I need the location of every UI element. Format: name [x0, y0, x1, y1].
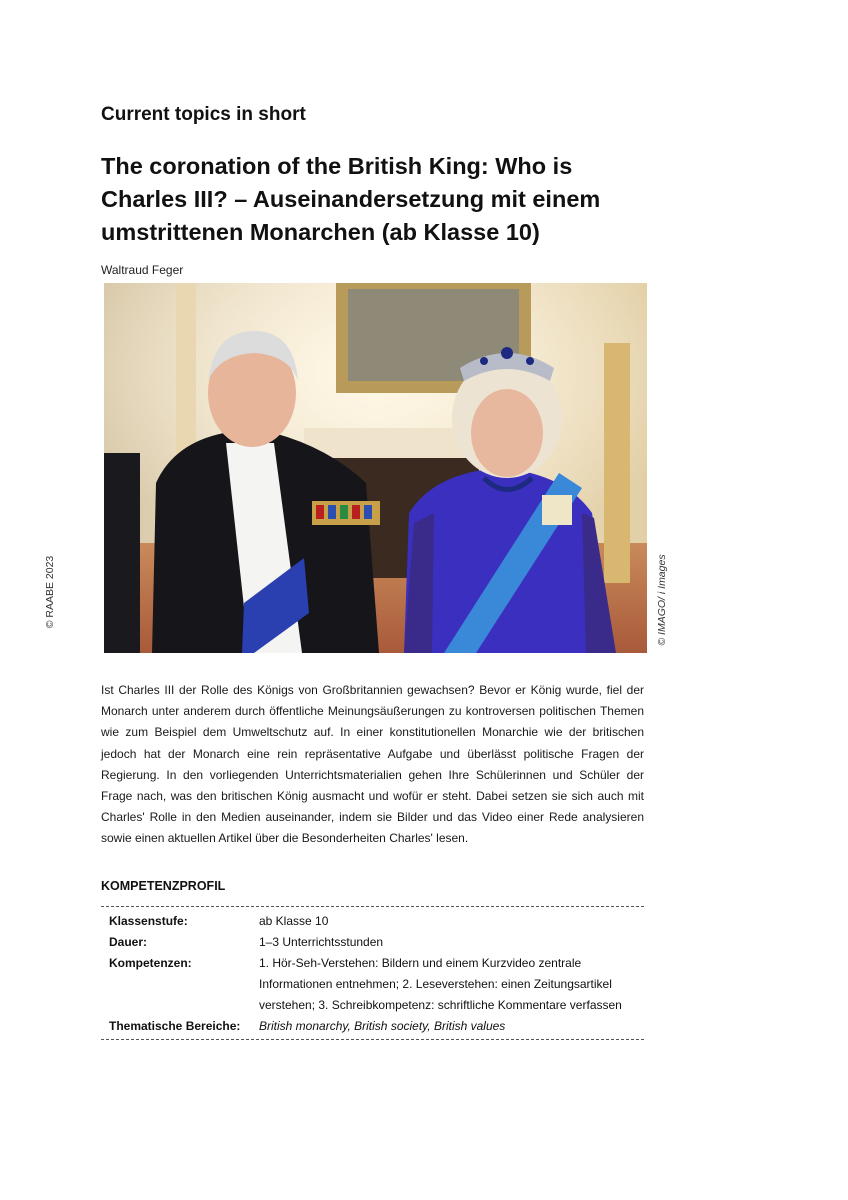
page-title: The coronation of the British King: Who is Charles III? – Auseinandersetzung mit einem umstrittenen Monarchen (ab Klasse 10) — [101, 153, 601, 245]
profile-label: Kompetenzen: — [109, 956, 192, 970]
profile-value: ab Klasse 10 — [259, 914, 329, 928]
profile-row-topics — [101, 1016, 644, 1037]
profile-row-competences — [101, 953, 644, 1016]
copyright-notice: © RAABE 2023 — [44, 555, 56, 629]
intro-paragraph: Ist Charles III der Rolle des Königs von Großbritannien gewachsen? Bevor er König wurde, fiel der Monarch unter anderem durch öffentliche Meinungsäußerungen zu kontroversen politischen Themen wie zum Beispiel dem Umweltschutz auf. In einer konstitutionellen Monarchie wie der britischen jedoch hat der Monarch eine rein repräsentative Aufgabe und überlässt politische Fragen der Regierung. In den vorliegenden Unterrichtsmaterialien gehen Ihre Schülerinnen und Schüler der Frage nach, was den britischen König ausmacht und wofür er steht. Dabei setzen sie sich auch mit Charles' Rolle in den Medien auseinander, indem sie Bilder und das Video einer Rede analysieren sowie einen aktuellen Artikel über die Besonderheiten Charles' lesen. — [101, 683, 644, 846]
profile-label: Klassenstufe: — [109, 914, 188, 928]
competence-profile-table — [101, 906, 644, 1040]
author-name: Waltraud Feger — [101, 263, 184, 277]
photo-credit: © IMAGO/ i Images — [656, 554, 668, 646]
profile-label: Thematische Bereiche: — [109, 1019, 241, 1033]
profile-value: 1–3 Unterrichtsstunden — [259, 935, 384, 949]
profile-value: British monarchy, British society, British values — [259, 1019, 506, 1033]
royal-portrait-photo — [104, 283, 647, 653]
profile-row-grade — [101, 911, 644, 932]
profile-label: Dauer: — [109, 935, 148, 949]
profile-heading: KOMPETENZPROFIL — [101, 879, 226, 893]
profile-value: 1. Hör-Seh-Verstehen: Bildern und einem Kurzvideo zentrale Informationen entnehmen; 2. Leseverstehen: einen Zeitungsartikel verstehen; 3. Schreibkompetenz: schriftliche Kommentare verfassen — [259, 956, 622, 1012]
profile-row-duration — [101, 932, 644, 953]
section-label: Current topics in short — [101, 104, 306, 125]
